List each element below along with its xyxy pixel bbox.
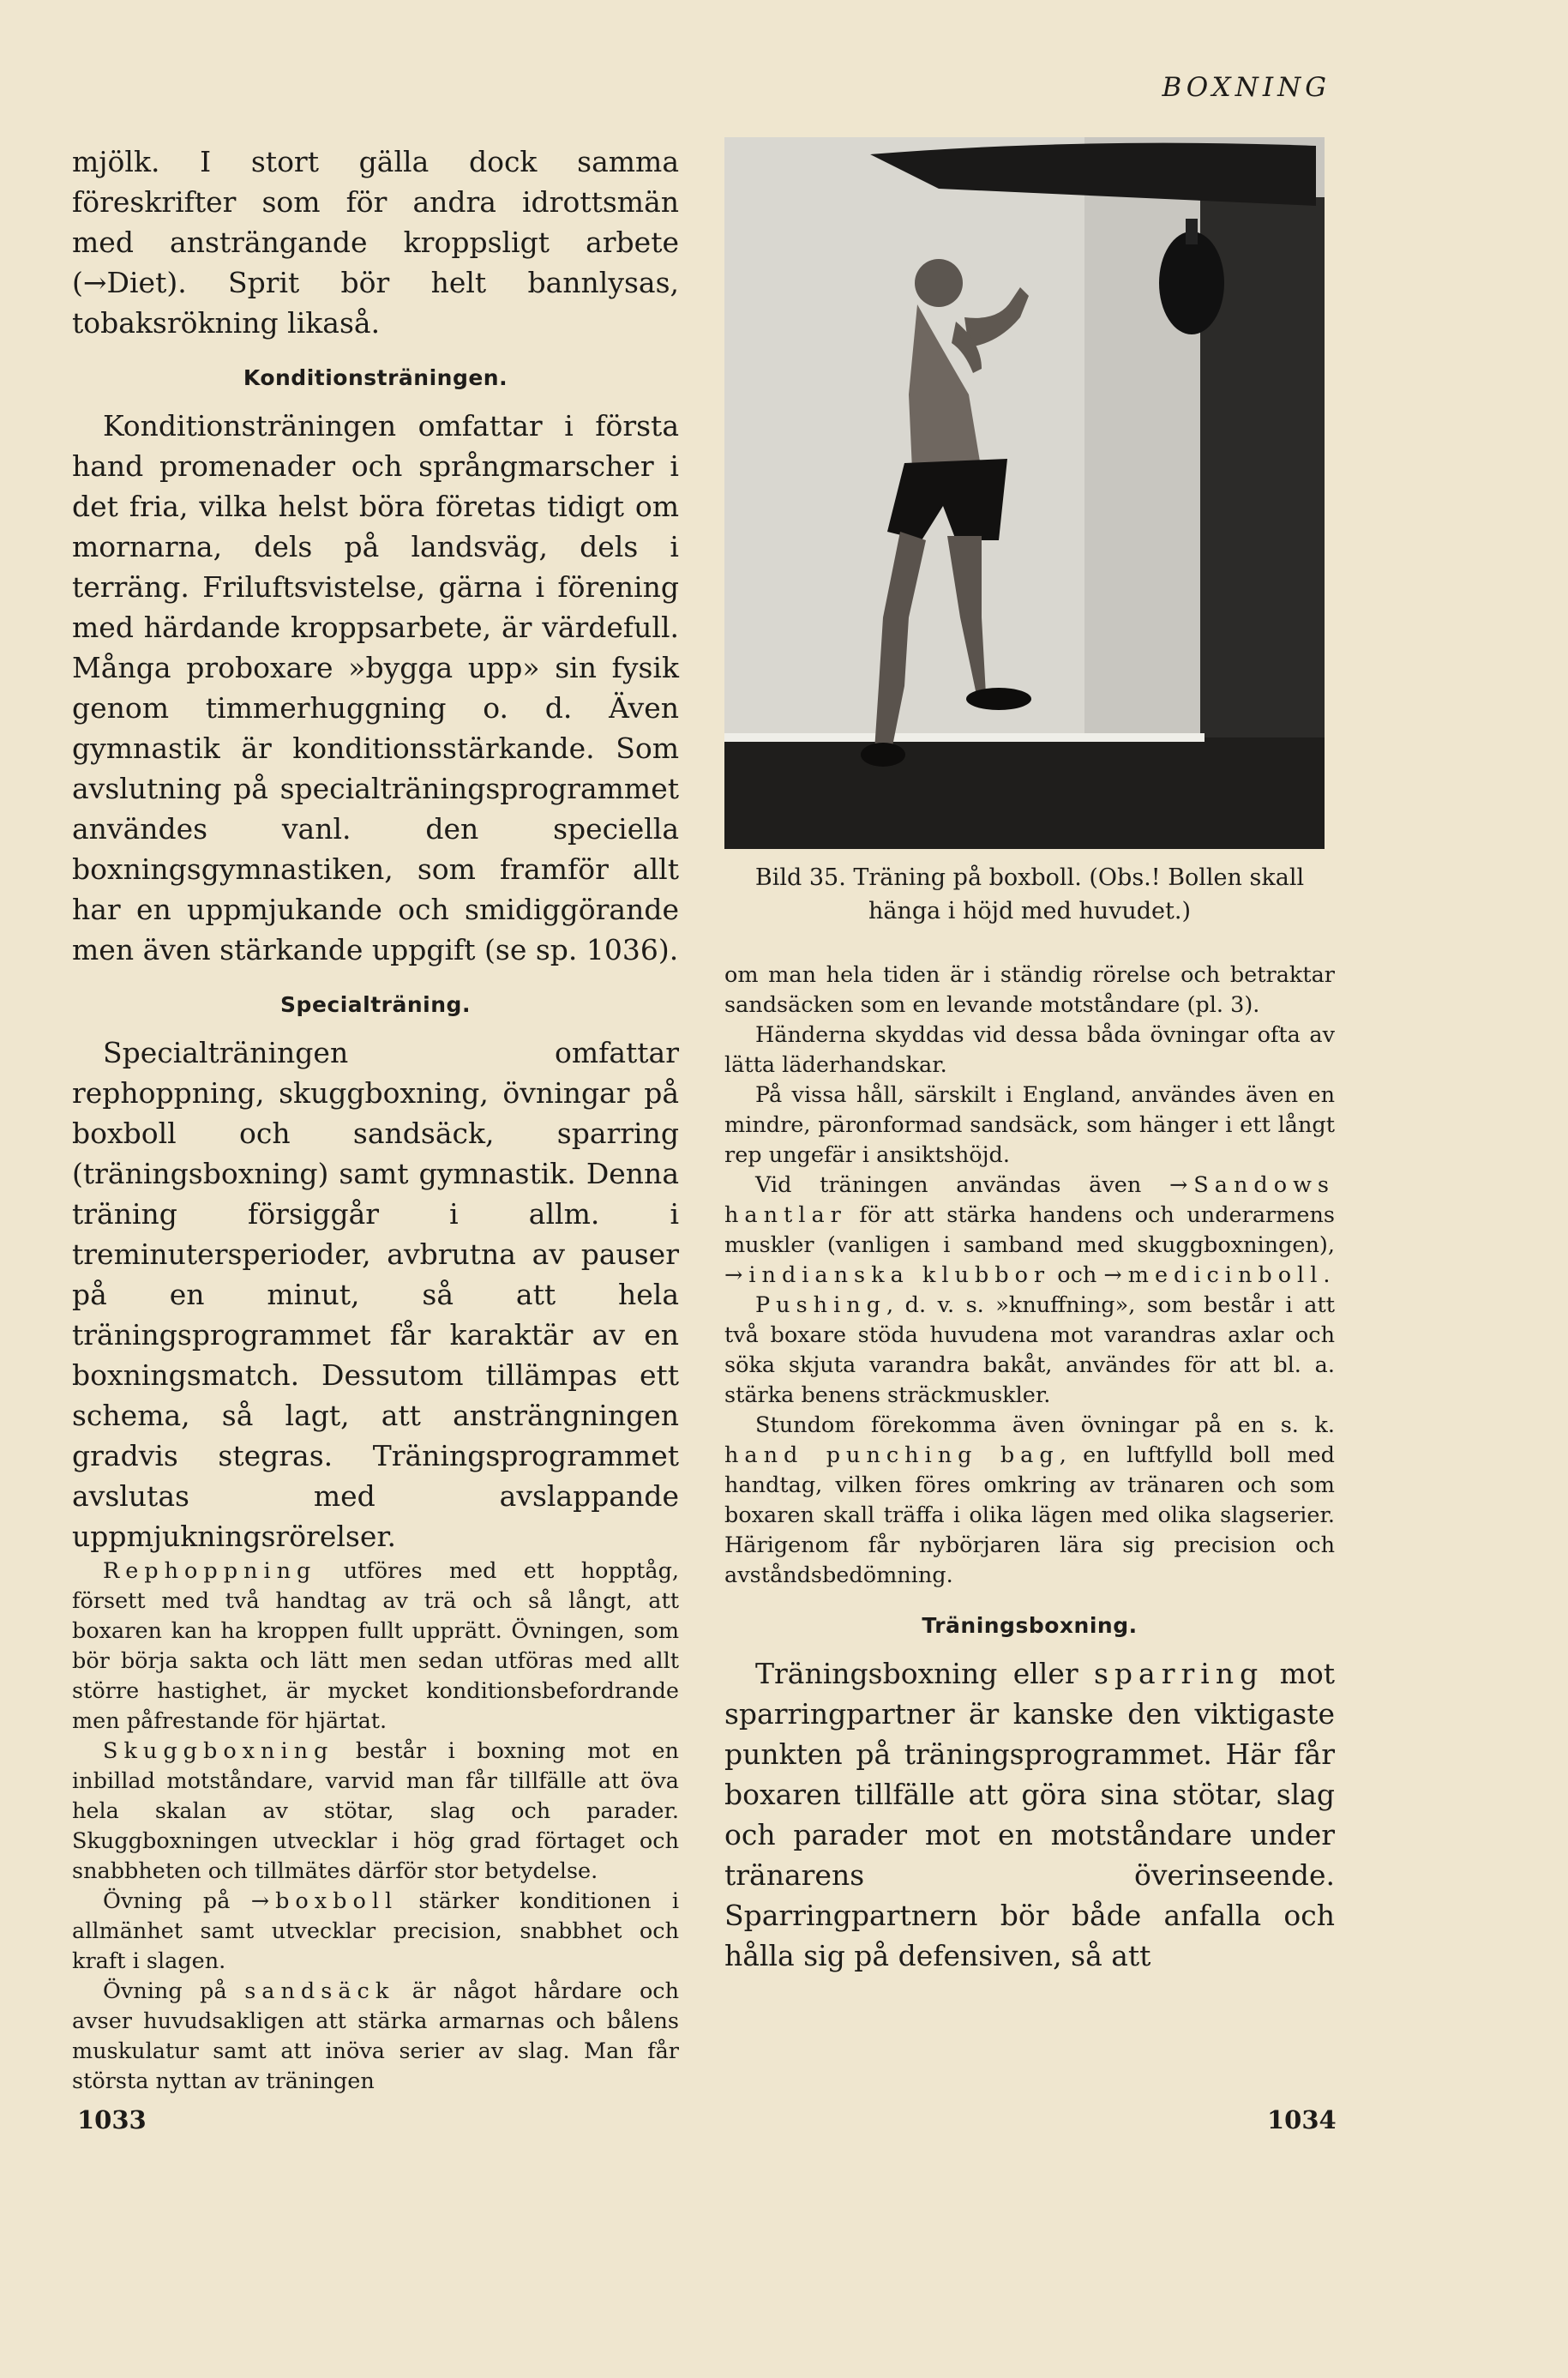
term-medicinboll: →medicinboll <box>1103 1262 1324 1288</box>
paragraph-continuation: om man hela tiden är i ständig rörelse och betraktar sandsäcken som en levande motståndare (pl. 3). <box>724 962 1335 1018</box>
paragraph-sparring: Träningsboxning eller sparring mot sparringpartner är kanske den viktigaste punkten på träningsprogrammet. Här får boxaren tillfälle att göra sina stötar, slag och parader mot en motståndare under tränarens överinseende. Sparringpartnern bör både anfalla och hålla sig på defensiven, så att <box>724 1657 1335 1972</box>
term-rephoppning: Rephoppning <box>103 1558 317 1584</box>
intro-paragraph: mjölk. I stort gälla dock samma föreskrifter som för andra idrottsmän med ansträngande kroppsligt arbete (→Diet). Sprit bör helt bannlysas, tobaksrökning likaså. <box>72 145 679 340</box>
right-column <box>724 960 1335 1976</box>
term-indianska-klubbor: →indianska klubbor <box>724 1262 1051 1288</box>
page-number-right: 1034 <box>1267 2105 1337 2134</box>
term-boxboll: →boxboll <box>250 1888 399 1914</box>
term-pushing: Pushing <box>755 1292 886 1318</box>
paragraph-paronformad: På vissa håll, särskilt i England, användes även en mindre, päronformad sandsäck, som hänger i ett långt rep ungefär i ansiktshöjd. <box>724 1082 1335 1168</box>
boxer-photograph <box>724 137 1325 849</box>
paragraph-hantlar: Vid träningen användas även →Sandows hantlar för att stärka handens och underarmens muskler (vanligen i samband med skuggboxningen), →indianska klubbor och →medicinboll. <box>724 1172 1335 1288</box>
heading-konditionstraning: Konditionsträningen. <box>243 365 508 390</box>
paragraph-konditionstraning: Konditionsträningen omfattar i första hand promenader och språngmarscher i det fria, vilka helst böra företas tidigt om mornarna, dels på landsväg, dels i terräng. Friluftsvistelse, gärna i förening med härdande kroppsarbete, är värdefull. Många proboxare »bygga upp» sin fysik genom timmerhuggning o. d. Även gymnastik är konditionsstärkande. Som avslutning på specialträningsprogrammet användes vanl. den speciella boxningsgymnastiken, som framför allt har en uppmjukande och smidiggörande men även stärkande uppgift (se sp. 1036). <box>72 409 679 966</box>
paragraph-hand-punching-bag: Stundom förekomma även övningar på en s. k. hand punching bag, en luftfylld boll med handtag, vilken föres omkring av tränaren och som boxaren skall träffa i olika lägen med olika slagserier. Härigenom får nybörjaren lära sig precision och avståndsbedömning. <box>724 1412 1335 1588</box>
paragraph-sandsack: Övning på sandsäck är något hårdare och avser huvudsakligen att stärka armarnas och bålens muskulatur samt att inöva serier av slag. Man får största nyttan av träningen <box>72 1978 680 2094</box>
figure-caption: Bild 35. Träning på boxboll. (Obs.! Bollen skall hänga i höjd med huvudet.) <box>754 864 1305 924</box>
paragraph-pushing: Pushing, d. v. s. »knuffning», som består i att två boxare stöda huvudena mot varandras axlar och söka skjuta varandra bakåt, användes för att bl. a. stärka benens sträckmuskler. <box>724 1292 1335 1408</box>
paragraph-skuggboxning: Skuggboxning består i boxning mot en inbillad motståndare, varvid man får tillfälle att öva hela skalan av stötar, slag och parader. Skuggboxningen utvecklar i hög grad förtaget och snabbheten och tillmätes därför stor betydelse. <box>72 1738 679 1884</box>
heading-specialtraning: Specialträning. <box>280 992 471 1017</box>
term-hand-punching-bag: hand punching bag <box>724 1442 1060 1468</box>
term-sparring: sparring <box>1094 1657 1265 1690</box>
paragraph-handskar: Händerna skyddas vid dessa båda övningar ofta av lätta läderhandskar. <box>724 1022 1335 1078</box>
running-title: BOXNING <box>1162 72 1331 103</box>
paragraph-specialtraning: Specialträningen omfattar rephoppning, skuggboxning, övningar på boxboll och sandsäck, sparring (träningsboxning) samt gymnastik. Denna träning försiggår i allm. i treminutersperioder, avbrutna av pauser på en minut, så att hela träningsprogrammet får karaktär av en boxningsmatch. Dessutom tillämpas ett schema, så lagt, att ansträngningen gradvis stegras. Träningsprogrammet avslutas med avslappande uppmjukningsrörelser. <box>72 1036 679 1553</box>
term-sandows-hantlar: →Sandows hantlar <box>724 1172 1335 1228</box>
left-column <box>72 141 679 2097</box>
paragraph-rephoppning: Rephoppning utföres med ett hopptåg, försett med två handtag av trä och så långt, att boxaren kan ha kroppen fullt upprätt. Övningen, som bör börja sakta och lätt men sedan utföras med allt större hastighet, är mycket konditionsbefordrande men påfrestande för hjärtat. <box>72 1558 679 1734</box>
term-skuggboxning: Skuggboxning <box>103 1738 334 1764</box>
page-number-left: 1033 <box>77 2105 147 2134</box>
paragraph-boxboll: Övning på →boxboll stärker konditionen i allmänhet samt utvecklar precision, snabbhet och kraft i slagen. <box>72 1888 679 1974</box>
heading-traningsboxning: Träningsboxning. <box>922 1613 1138 1638</box>
term-sandsack: sandsäck <box>244 1978 395 2004</box>
